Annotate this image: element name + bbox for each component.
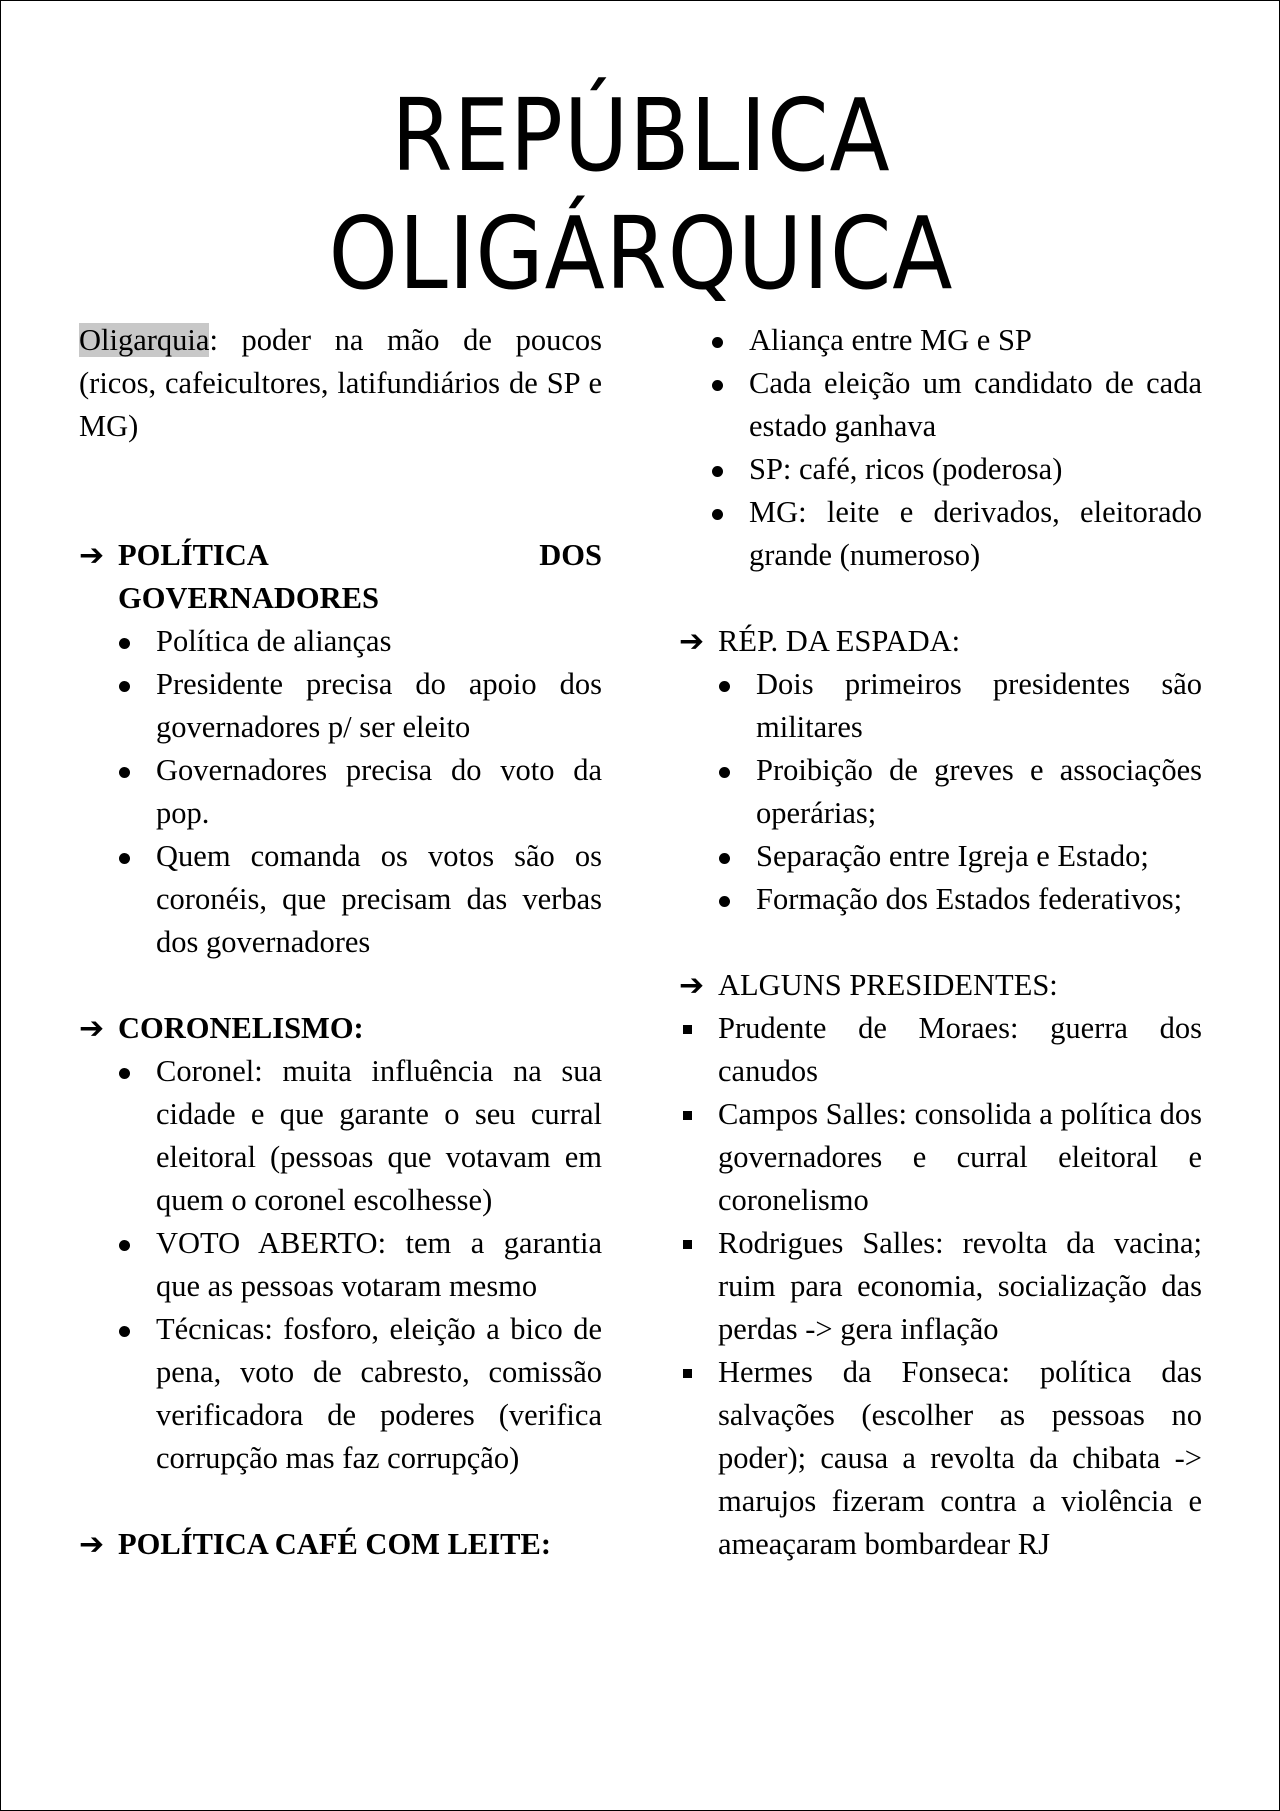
list-item: Campos Salles: consolida a política dos governadores e curral eleitoral e coronelismo [679, 1093, 1202, 1222]
section-heading-politica-governadores [79, 534, 602, 620]
list-item: MG: leite e derivados, eleitorado grande (numeroso) [672, 491, 1202, 577]
bullet-dot-icon [119, 767, 130, 778]
list-item: VOTO ABERTO: tem a garantia que as pessoas votaram mesmo [79, 1222, 602, 1308]
bullet-dot-icon [712, 509, 723, 520]
list-cafe-com-leite [672, 319, 1202, 577]
list-item: Governadores precisa do voto da pop. [79, 749, 602, 835]
heading-text: ALGUNS PRESIDENTES: [718, 968, 1058, 1002]
bullet-dot-icon [119, 853, 130, 864]
intro-text: : poder na mão de poucos (ricos, cafeicultores, latifundiários de SP e MG) [79, 323, 602, 443]
bullet-dot-icon [719, 681, 730, 692]
arrow-right-icon: ➔ [79, 1527, 105, 1562]
title-line-1: REPÚBLICA [391, 77, 891, 194]
section-heading-coronelismo [79, 1007, 602, 1050]
list-coronelismo [79, 1050, 602, 1480]
arrow-right-icon: ➔ [679, 968, 705, 1003]
heading-text: POLÍTICA CAFÉ COM LEITE: [118, 1527, 551, 1561]
highlighted-term: Oligarquia [79, 323, 210, 357]
list-item: Cada eleição um candidato de cada estado ganhava [672, 362, 1202, 448]
list-item: Rodrigues Salles: revolta da vacina; ruim para economia, socialização das perdas -> gera inflação [679, 1222, 1202, 1351]
section-heading-alguns-presidentes [679, 964, 1202, 1007]
bullet-dot-icon [119, 1240, 130, 1251]
bullet-dot-icon [719, 853, 730, 864]
bullet-dot-icon [712, 466, 723, 477]
list-item: Coronel: muita influência na sua cidade e que garante o seu curral eleitoral (pessoas que votavam em quem o coronel escolhesse) [79, 1050, 602, 1222]
list-presidentes [679, 1007, 1202, 1566]
list-item: Quem comanda os votos são os coronéis, que precisam das verbas dos governadores [79, 835, 602, 964]
arrow-right-icon: ➔ [79, 1011, 105, 1046]
list-item: Técnicas: fosforo, eleição a bico de pena, voto de cabresto, comissão verificadora de poderes (verifica corrupção mas faz corrupção) [79, 1308, 602, 1480]
list-item: SP: café, ricos (poderosa) [672, 448, 1202, 491]
list-item: Hermes da Fonseca: política das salvações (escolher as pessoas no poder); causa a revolta da chibata -> marujos fizeram contra a violência e ameaçaram bombardear RJ [679, 1351, 1202, 1566]
list-item: Aliança entre MG e SP [672, 319, 1202, 362]
bullet-dot-icon [119, 1068, 130, 1079]
right-column [679, 319, 1202, 1566]
list-item: Separação entre Igreja e Estado; [679, 835, 1202, 878]
bullet-dot-icon [119, 1326, 130, 1337]
square-bullet-icon [683, 1025, 692, 1034]
bullet-dot-icon [119, 681, 130, 692]
list-item: Dois primeiros presidentes são militares [679, 663, 1202, 749]
section-heading-rep-espada [679, 620, 1202, 663]
square-bullet-icon [683, 1240, 692, 1249]
title-line-2: OLIGÁRQUICA [328, 195, 954, 312]
section-heading-cafe-com-leite [79, 1523, 602, 1566]
bullet-dot-icon [712, 380, 723, 391]
list-item: Formação dos Estados federativos; [679, 878, 1202, 921]
left-column [79, 319, 602, 1566]
bullet-dot-icon [719, 896, 730, 907]
square-bullet-icon [683, 1369, 692, 1378]
document-title [78, 77, 1204, 313]
square-bullet-icon [683, 1111, 692, 1120]
list-item: Presidente precisa do apoio dos governadores p/ ser eleito [79, 663, 602, 749]
arrow-right-icon: ➔ [79, 538, 105, 573]
bullet-dot-icon [119, 638, 130, 649]
bullet-dot-icon [719, 767, 730, 778]
list-item: Proibição de greves e associações operárias; [679, 749, 1202, 835]
heading-text: POLÍTICA DOS GOVERNADORES [118, 538, 602, 615]
bullet-dot-icon [712, 337, 723, 348]
heading-text: RÉP. DA ESPADA: [718, 624, 961, 658]
list-politica-governadores [79, 620, 602, 964]
arrow-right-icon: ➔ [679, 624, 705, 659]
list-rep-espada [679, 663, 1202, 921]
list-item: Política de alianças [79, 620, 602, 663]
heading-text: CORONELISMO: [118, 1011, 364, 1045]
list-item: Prudente de Moraes: guerra dos canudos [679, 1007, 1202, 1093]
intro-paragraph [79, 319, 602, 448]
